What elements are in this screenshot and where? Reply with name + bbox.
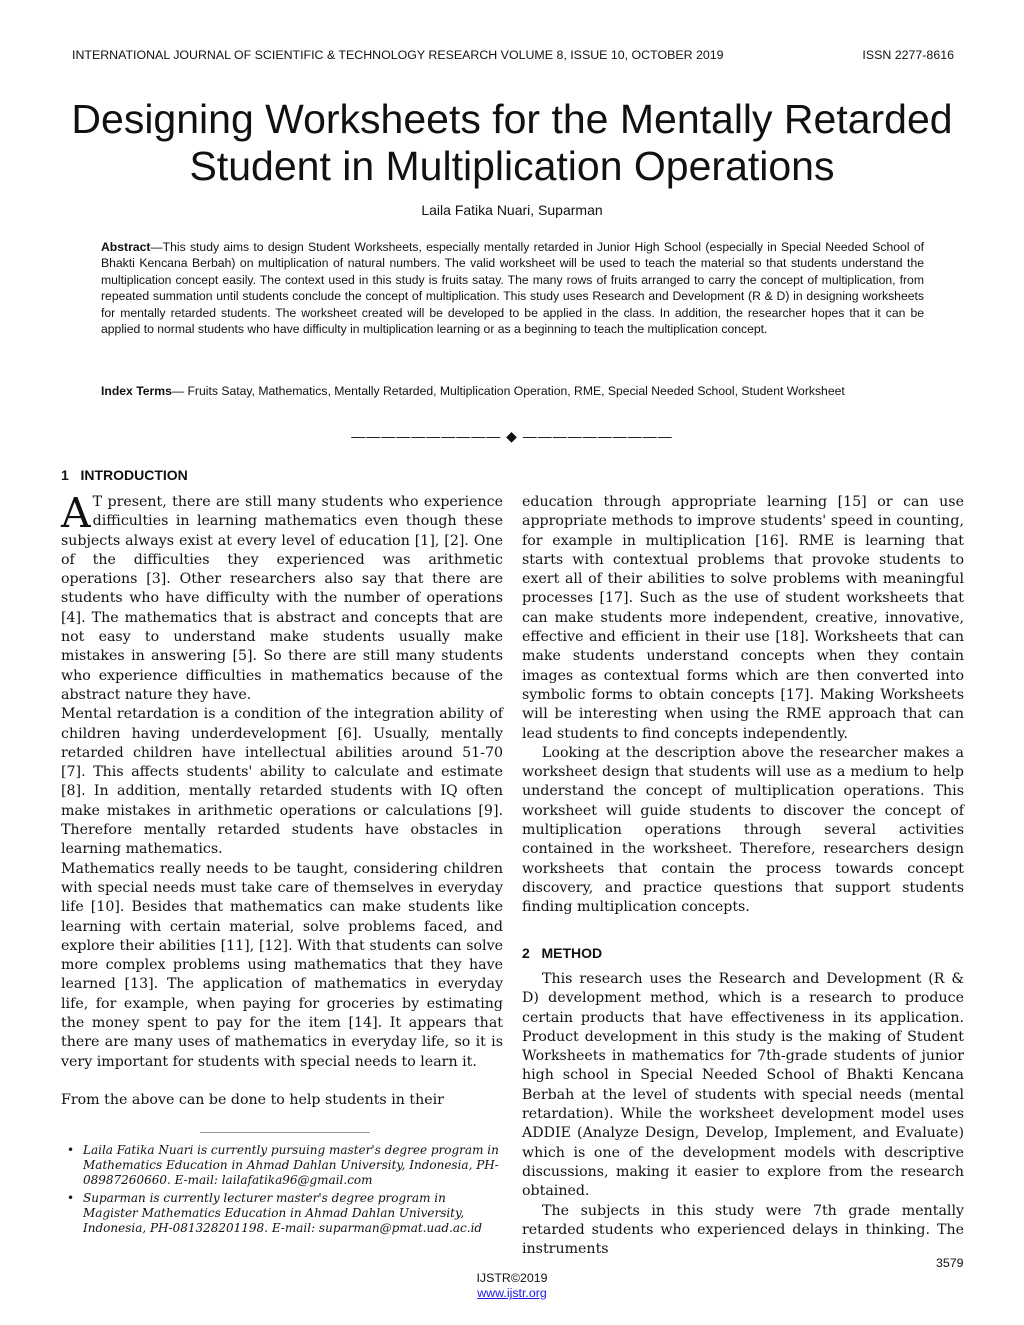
left-column <box>61 489 503 1110</box>
journal-name: INTERNATIONAL JOURNAL OF SCIENTIFIC & TECHNOLOGY RESEARCH VOLUME 8, ISSUE 10, OCTOBER 2019 <box>72 48 724 62</box>
title-line-1: Designing Worksheets for the Mentally Retarded <box>71 96 953 142</box>
right-column-bottom <box>522 970 964 1259</box>
running-header <box>72 48 954 62</box>
section-number: 1 <box>61 467 69 483</box>
bullet-icon: • <box>67 1143 75 1157</box>
abstract <box>101 239 924 337</box>
drop-cap: A <box>61 489 91 537</box>
footnote-item: • Laila Fatika Nuari is currently pursuing master's degree program in Mathematics Education in Ahmad Dahlan University, Indonesia, PH-08987260660. E-mail: lailafatika96@gmail.com <box>67 1143 499 1187</box>
paragraph: The subjects in this study were 7th grade mentally retarded students who experienced delays in thinking. The instruments <box>522 1202 964 1258</box>
paragraph: A T present, there are still many students who experience difficulties in learning mathematics even though these subjects always exist at every level of education [1], [2]. One of the difficulties they experienced was arithmetic operations [3]. Other researchers also say that there are students who have difficulty with the number of operations [4]. The mathematics that is abstract and concepts that are not easy to understand make students usually make mistakes in answering [5]. So there are still many students who experience difficulties in mathematics because of the abstract nature they have. <box>61 489 503 703</box>
right-column-top <box>522 493 964 918</box>
section-number: 2 <box>522 945 530 961</box>
section-title: METHOD <box>541 945 603 961</box>
index-terms-label: Index Terms <box>101 384 172 398</box>
section-divider: —————————— ◆ —————————— <box>351 428 673 444</box>
abstract-text: —This study aims to design Student Worksheets, especially mentally retarded in Junior High School (especially in Special Needed School of Bhakti Kencana Berbah) on multiplication of natural numbers. The valid worksheet will be used to teach the material so that students understand the multiplication concept easily. The context used in this study is fruits satay. The many rows of fruits arranged to carry the concept of multiplication, from repeated summation until students conclude the concept of multiplication. This study uses Research and Development (R & D) in designing worksheets for mentally retarded students. The worksheet created will be developed to be applied in the class. In addition, the researcher hopes that it can be applied to normal students who have difficulty in multiplication learning or as a beginning to teach the multiplication concept. <box>101 240 924 337</box>
section-heading-introduction <box>61 467 188 483</box>
section-title: INTRODUCTION <box>80 467 188 483</box>
section-heading-method <box>522 945 602 961</box>
issn: ISSN 2277-8616 <box>862 48 954 62</box>
paragraph: Looking at the description above the researcher makes a worksheet design that students will use as a medium to help understand the concept of multiplication operations. This worksheet will guide students to discover the concept of multiplication operations through several activities contained in the worksheet. Therefore, researchers design worksheets that contain the process towards concept discovery, and practice questions that support students finding multiplication concepts. <box>522 744 964 916</box>
paragraph: Mathematics really needs to be taught, considering children with special needs must take care of themselves in everyday life [10]. Besides that mathematics can make students like learning with certain material, solve problems faced, and explore their abilities [11], [12]. With that students can solve more complex problems using mathematics that they have learned [13]. The application of mathematics in everyday life, for example, when paying for groceries by estimating the money spent to pay for the item [14]. It appears that there are many uses of mathematics in everyday life, so it is very important for students with special needs to learn it. <box>61 860 503 1070</box>
paragraph: This research uses the Research and Development (R & D) development method, which is a research to produce certain products that have effectiveness in its application. Product development in this study is the making of Student Worksheets in mathematics for 7th-grade students of junior high school in Special Needed School of Bhakti Kencana Berbah at the level of students with special needs (mental retardation). While the worksheet development model uses ADDIE (Analyze Design, Develop, Implement, and Evaluate) which is one of the development models with descriptive discussions, making it easier to explore from the research obtained. <box>522 971 964 1200</box>
paper-title <box>40 96 984 190</box>
bullet-icon: • <box>67 1191 75 1205</box>
index-terms-text: — Fruits Satay, Mathematics, Mentally Retarded, Multiplication Operation, RME, Special Needed School, Student Worksheet <box>171 384 845 398</box>
paragraph: education through appropriate learning [15] or can use appropriate methods to improve students' speed in counting, for example in multiplication [16]. RME is learning that starts with contextual problems that provoke students to exert all of their abilities to solve problems with meaningful processes [17]. Such as the use of student worksheets that can make students more independent, creative, innovative, effective and efficient in their use [18]. Worksheets that can make students understand concepts when they contain images as contextual forms which are then converted into symbolic forms to obtain concepts [17]. Making Worksheets will be interesting when using the RME approach that can lead students to find concepts independently. <box>522 494 964 742</box>
footnote-separator <box>200 1132 370 1133</box>
footnotes <box>63 1143 503 1239</box>
paragraph: Mental retardation is a condition of the integration ability of children having underdevelopment [6]. Usually, mentally retarded children have intellectual abilities around 51-70 [7]. This affects students' ability to calculate and estimate [8]. In addition, mentally retarded students with IQ often make mistakes in arithmetic operations or calculations [9]. Therefore mentally retarded students have obstacles in learning mathematics. <box>61 706 503 858</box>
copyright: IJSTR©2019 <box>476 1271 548 1285</box>
abstract-label: Abstract <box>101 240 151 254</box>
index-terms <box>101 384 924 398</box>
authors: Laila Fatika Nuari, Suparman <box>421 202 603 218</box>
website-link[interactable]: www.ijstr.org <box>477 1286 547 1300</box>
page-number: 3579 <box>936 1256 964 1270</box>
footnote-item: • Suparman is currently lecturer master's degree program in Magister Mathematics Education in Ahmad Dahlan University, Indonesia, PH-081328201198. E-mail: suparman@pmat.uad.ac.id <box>67 1191 483 1235</box>
paragraph: From the above can be done to help students in their <box>61 1091 444 1108</box>
title-line-2: Student in Multiplication Operations <box>189 143 835 189</box>
page-footer <box>0 1271 1024 1301</box>
